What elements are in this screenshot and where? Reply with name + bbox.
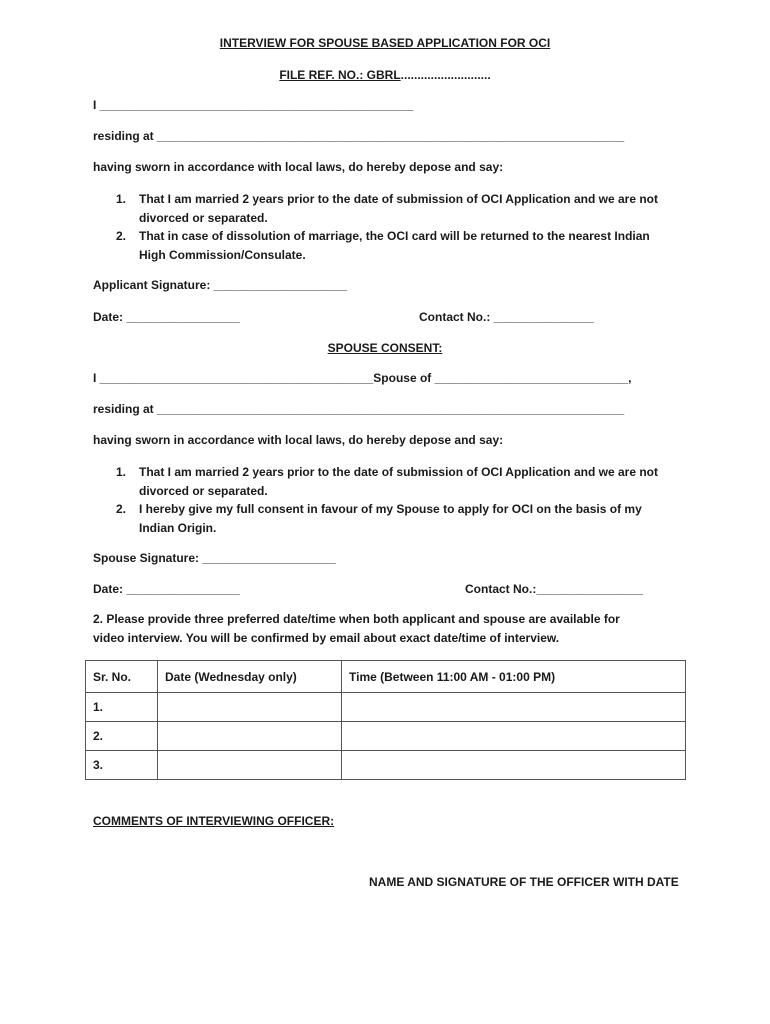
table-row xyxy=(86,722,686,751)
document-title: INTERVIEW FOR SPOUSE BASED APPLICATION FOR OCI xyxy=(219,36,551,50)
column-header-date: Date (Wednesday only) xyxy=(158,661,342,693)
applicant-contact-field[interactable]: Contact No.: _______________ xyxy=(419,310,594,324)
spouse-date-field[interactable]: Date: _________________ xyxy=(93,582,240,596)
interview-request-line2: video interview. You will be confirmed by email about exact date/time of interview. xyxy=(93,631,560,645)
list-item: 2. I hereby give my full consent in favour of my Spouse to apply for OCI on the basis of my Indian Origin. xyxy=(116,502,642,535)
spouse-declarations xyxy=(93,463,673,537)
spouse-name-field[interactable]: I _________________________________________Spouse of _____________________________, xyxy=(93,371,632,385)
file-ref-dots: ........................... xyxy=(400,68,491,82)
file-ref-label: FILE REF. NO.: GBRL xyxy=(279,68,401,82)
applicant-sworn-text: having sworn in accordance with local laws, do hereby depose and say: xyxy=(93,160,504,174)
file-ref xyxy=(0,68,770,82)
table-row xyxy=(86,693,686,722)
column-header-time: Time (Between 11:00 AM - 01:00 PM) xyxy=(342,661,686,693)
date-cell[interactable] xyxy=(158,722,342,751)
applicant-residence-field[interactable]: residing at ______________________________________________________________________ xyxy=(93,129,625,143)
sr-no-cell: 1. xyxy=(86,693,158,722)
column-header-sr-no: Sr. No. xyxy=(86,661,158,693)
spouse-signature-field[interactable]: Spouse Signature: ____________________ xyxy=(93,551,336,565)
date-cell[interactable] xyxy=(158,693,342,722)
spouse-contact-field[interactable]: Contact No.:________________ xyxy=(465,582,644,596)
applicant-date-field[interactable]: Date: _________________ xyxy=(93,310,240,324)
table-row xyxy=(86,751,686,780)
list-item: 2. That in case of dissolution of marriage, the OCI card will be returned to the nearest Indian High Commission/Consulate. xyxy=(116,229,650,262)
time-cell[interactable] xyxy=(342,693,686,722)
table-header-row xyxy=(86,661,686,693)
officer-signature-label: NAME AND SIGNATURE OF THE OFFICER WITH DATE xyxy=(369,875,679,889)
applicant-name-field[interactable]: I _______________________________________________ xyxy=(93,98,414,112)
sr-no-cell: 2. xyxy=(86,722,158,751)
time-cell[interactable] xyxy=(342,751,686,780)
list-item: 1. That I am married 2 years prior to the date of submission of OCI Application and we are not divorced or separated. xyxy=(116,465,658,498)
applicant-declarations xyxy=(93,190,673,264)
spouse-residence-field[interactable]: residing at ______________________________________________________________________ xyxy=(93,402,625,416)
interview-schedule-table xyxy=(85,660,686,780)
time-cell[interactable] xyxy=(342,722,686,751)
date-cell[interactable] xyxy=(158,751,342,780)
applicant-signature-field[interactable]: Applicant Signature: ____________________ xyxy=(93,278,348,292)
list-item: 1. That I am married 2 years prior to the date of submission of OCI Application and we are not divorced or separated. xyxy=(116,192,658,225)
spouse-consent-heading: SPOUSE CONSENT: xyxy=(327,341,443,355)
comments-heading: COMMENTS OF INTERVIEWING OFFICER: xyxy=(93,814,335,828)
sr-no-cell: 3. xyxy=(86,751,158,780)
spouse-sworn-text: having sworn in accordance with local laws, do hereby depose and say: xyxy=(93,433,504,447)
interview-request-line1: 2. Please provide three preferred date/time when both applicant and spouse are available for xyxy=(93,612,620,626)
